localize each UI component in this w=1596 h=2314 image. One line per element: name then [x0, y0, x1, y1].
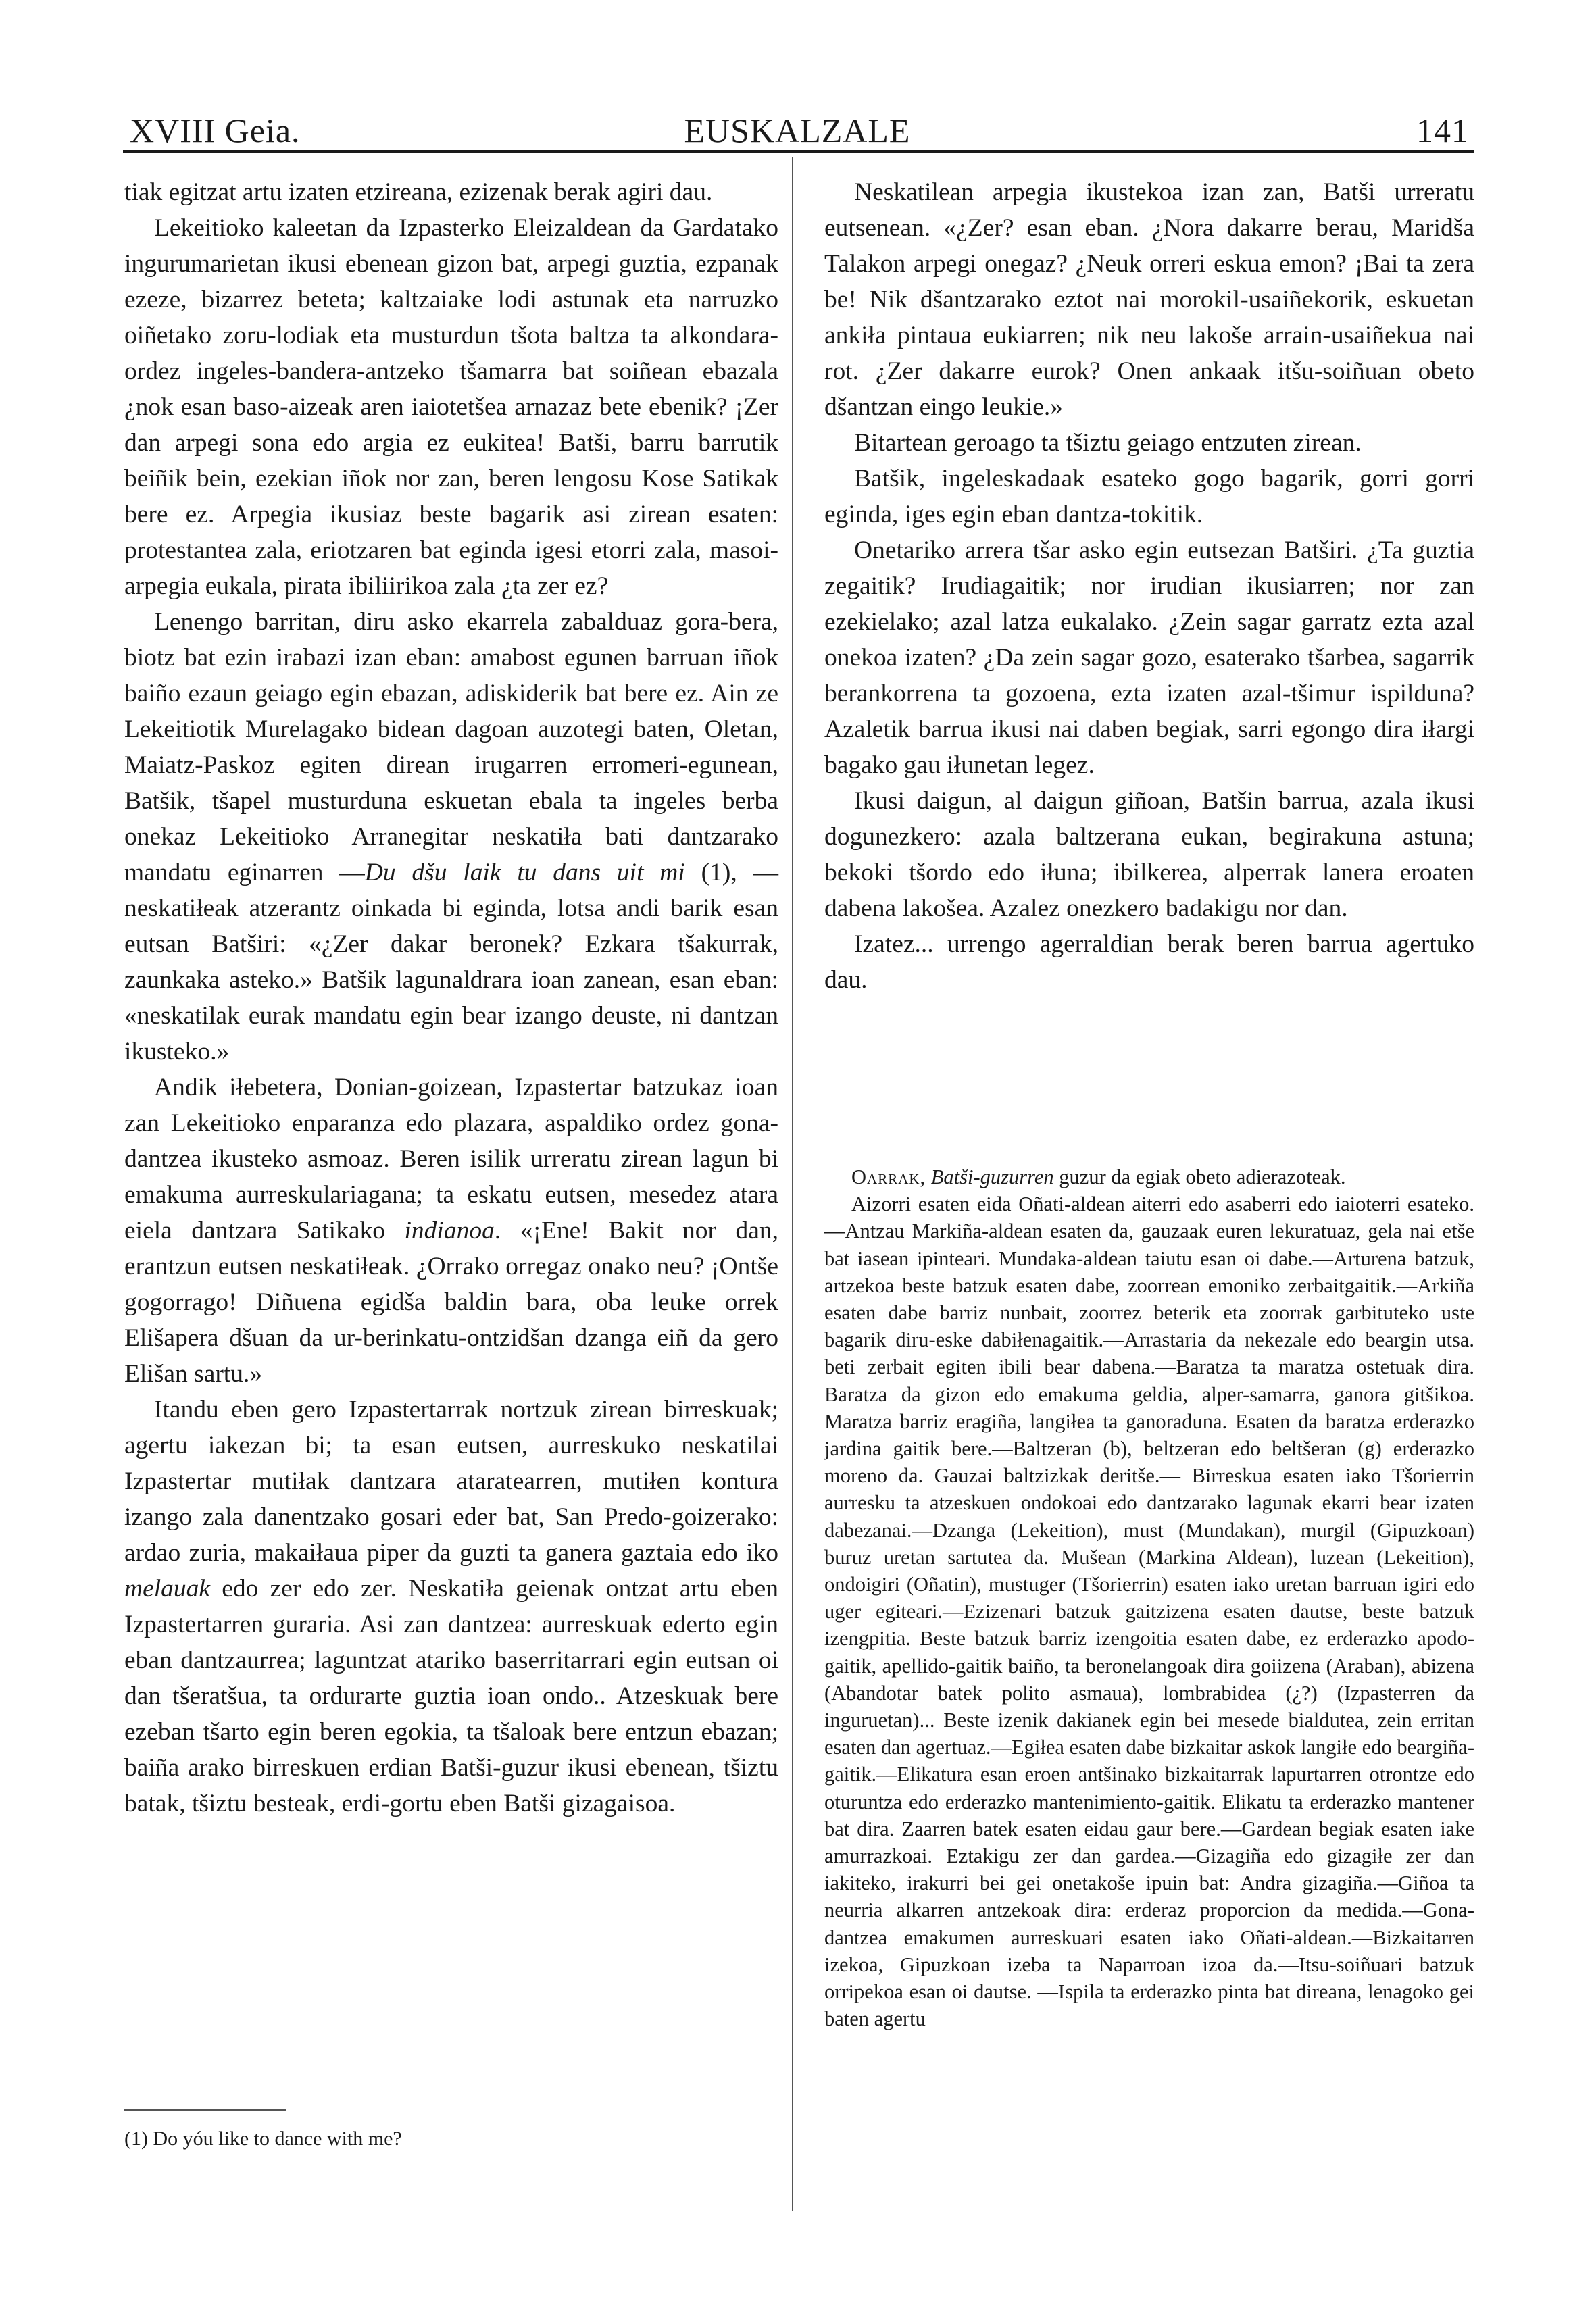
paragraph: Batšik, ingeleskadaak esateko gogo bagarik, gorri gorri eginda, iges egin eban dantza-tokitik.: [824, 465, 1474, 528]
notes-section: [824, 1163, 1474, 2033]
right-column: [824, 174, 1474, 998]
column-divider: [792, 157, 793, 2211]
paragraph: [124, 1392, 778, 1821]
italic-term: Batši-guzurren: [930, 1165, 1054, 1188]
paragraph-text: edo zer edo zer. Neskatiła geienak ontzat artu eben Izpastertarren guraria. Asi zan dantzea: aurreskuak ederto egin eban dantzaurrea; laguntzat atariko baserritarrari egin eutsan oi dan tšeratšua, ta ordurarte guztia ioan ondo.. Atzeskuak bere ezeban tšarto egin beren egokia, ta tšaloak bere entzun ebazan; baiña arako birreskuen erdian Batši-guzur ikusi ebenean, tšiztu batak, tšiztu besteak, erdi-gortu eben Batši gizagaisoa.: [124, 1575, 778, 1817]
notes-body: Aizorri esaten eida Oñati-aldean aiterri edo asaberri edo iaioterri esateko.—Antzau Markiña-aldean esaten da, gauzaak euren lekuratuaz, gela nai etše bat iasean ipinteari. Mundaka-aldean taiutu esan oi dabe.—Arturena batzuk, artzekoa beste batzuk esaten dabe, zoorrean emoniko zerbaitgaitik.—Arkiña esaten dabe barriz nunbait, zoorrez beterik eta zoorrak garbituteko uste bagarik diru-eske dabiłenagaitik.—Arrastaria da nekezale edo beargin utsa. beti zerbait egiten ibili bear dabena.—Baratza ta maratza ostetuak dira. Baratza da gizon edo emakuma geldia, alper-samarra, ganora gitšikoa. Maratza barriz eragiña, langiłea ta ganoraduna. Esaten da baratza erderazko jardina gaitik bere.—Baltzeran (b), beltzeran edo beltšeran (g) erderazko moreno da. Gauzai baltzizkak deritše.— Birreskua esaten iako Tšorierrin aurresku ta atzeskuen ondokoai edo dantzarako lagunak ekarri bear izaten dabezanai.—Dzanga (Lekeition), must (Mundakan), murgil (Gipuzkoan) buruz uretan sartutea da. Mušean (Markina Aldean), luzean (Lekeition), ondoigiri (Oñatin), mustuger (Tšorierrin) esaten iako uretan barruan igiri edo uger egiteari.—Ezizenari batzuk gaitzizena esaten dautse, beste batzuk izengpitia. Beste batzuk barriz izengoitia esaten dabe, ez erderazko apodo-gaitik, apellido-gaitik baiño, ta beronelangoak dira goiizena (Araban), abizena (Abandotar batek polito asmaua), lombrabidea (¿?) (Izpasterren da inguruetan)... Beste izenik dakianek egin bei mesede bialdutea, zein erritan esaten dan agertuaz.—Egiłea esaten dabe bizkaitar askok langiłe edo beargiña-gaitik.—Elikatura esan eroen antšinako bizkaitarrak lapurtarren otrontze edo oturuntza edo erderazko mantenimiento-gaitik. Elikatu ta erderazko mantener bat dira. Zaarren batek esaten eidau gaur bere.—Gardean begiak esaten iake amurrazkoai. Eztakigu zer dan gardea.—Gizagiña edo gizagiłe zer dan iakiteko, irakurri bei gei onetakoše ipuin bat: Andra gizagiña.—Giñoa ta neurria alkarren antzekoak dira: erderaz proporcion da medida.—Gona-dantzea emakumen aurreskuari esaten iako Oñati-aldean.—Bizkaitarren izekoa, Gipuzkoan izeba ta Naparroan izoa da.—Itsu-soiñuari batzuk orripekoa esan oi dautse. —Ispila ta erderazko pinta bat direana, lenagoko gei baten agertu: [824, 1192, 1474, 2031]
journal-title: EUSKALZALE: [684, 111, 911, 149]
paragraph-text: Lenengo barritan, diru asko ekarrela zabalduaz gora-bera, biotz bat ezin irabazi izan eban: amabost egunen barruan iñok baiño ezaun geiago egin ebazan, adiskiderik bat bere ez. Ain ze Lekeitiotik Murelagako bidean dagoan auzotegi baten, Oletan, Maiatz-Paskoz egiten direan irugarren erromeri-egunean, Batšik, tšapel musturduna eskuetan ebala ta ingeles berba onekaz Lekeitioko Arranegitar neskatiła bati dantzarako mandatu eginarren —: [124, 608, 778, 886]
notes-intro: [824, 1163, 1474, 1190]
paragraph-text: Andik iłebetera, Donian-goizean, Izpastertar batzukaz ioan zan Lekeitioko enparanza edo plazara, aspaldiko ordez gona-dantzea ikusteko asmoaz. Beren isilik urreratu zirean lagun bi emakuma aurreskulariagana; ta eskatu eutsen, mesedez atara eiela dantzara Satikako: [124, 1074, 778, 1244]
paragraph: Izatez... urrengo agerraldian berak beren barrua agertuko dau.: [824, 930, 1474, 994]
paragraph: Neskatilean arpegia ikustekoa izan zan, Batši urreratu eutsenean. «¿Zer? esan eban. ¿Nora dakarre berau, Maridša Talakon arpegi onegaz? ¿Neuk orreri eskua emon? ¡Bai ta zera be! Nik dšantzarako eztot nai morokil-usaiñekorik, eskuetan ankiła pintaua eukiarren; nik neu lakoše arrain-usaiñekua nai rot. ¿Zer dakarre eurok? Onen ankaak itšu-soiñuan obeto dšantzan eingo leukie.»: [824, 178, 1474, 421]
notes-text: guzur da egiak obeto adierazoteak.: [1053, 1165, 1346, 1188]
paragraph: tiak egitzat artu izaten etzireana, ezizenak berak agiri dau.: [124, 178, 713, 206]
italic-word: indianoa: [404, 1217, 495, 1244]
italic-word: melauak: [124, 1575, 211, 1603]
page-number: 141: [1416, 111, 1469, 149]
left-column: [124, 174, 778, 1821]
volume-label: XVIII Geia.: [130, 111, 301, 149]
footnote: (1) Do yóu like to dance with me?: [124, 2128, 402, 2150]
english-phrase: Du dšu laik tu dans uit mi: [364, 859, 685, 886]
paragraph: [124, 1070, 778, 1392]
paragraph-text: Itandu eben gero Izpastertarrak nortzuk zirean birreskuak; agertu iakezan bi; ta esan eutsen, aurreskuko neskatilai Izpastertar mutiłak dantzara ataratearren, mutiłen kontura izango zala danentzako gosari eder bat, San Predo-goizerako: ardao zuria, makaiłaua piper da guzti ta ganera gaztaia edo iko: [124, 1396, 778, 1567]
footnote-rule: [124, 2109, 286, 2111]
paragraph-text: . «¡Ene! Bakit nor dan, erantzun eutsen neskatiłeak. ¿Orrako orregaz onako neu? ¡Ontše gogorrago! Diñuena egidša baldin bara, oba leuke orrek Elišapera dšuan da ur-berinkatu-ontzidšan dzanga eiñ da gero Elišan sartu.»: [124, 1217, 778, 1388]
paragraph: [124, 604, 778, 1070]
paragraph: Lekeitioko kaleetan da Izpasterko Eleizaldean da Gardatako ingurumarietan ikusi ebenean gizon bat, arpegi guztia, ezpanak ezeze, bizarrez beteta; kaltzaiake lodi astunak eta narruzko oiñetako zoru-lodiak eta musturdun tšota baltza ta alkondara-ordez ingeles-bandera-antzeko tšamarra bat soiñean ebazala ¿nok esan baso-aizeak aren iaiotetšea arnazaz bete ebenik? ¡Zer dan arpegi sona edo argia ez eukitea! Batši, barru barrutik beiñik bein, ezekian iñok nor zan, beren lengosu Kose Satikak bere ez. Arpegia ikusiaz beste bagarik asi zirean esaten: protestantea zala, eriotzaren bat eginda igesi etorri zala, masoi-arpegia eukala, pirata ibiliirikoa zala ¿ta zer ez?: [124, 214, 778, 600]
running-header: [122, 100, 1473, 154]
paragraph: Ikusi daigun, al daigun giñoan, Batšin barrua, azala ikusi dogunezkero: azala baltzerana eukan, begirakuna astuna; bekoki tšordo edo iłuna; ibilkerea, alperrak lanera eroaten dabena lakošea. Azalez onezkero badakigu nor dan.: [824, 787, 1474, 922]
paragraph-text: (1), —neskatiłeak atzerantz oinkada bi eginda, lotsa andi barik esan eutsan Batširi: «¿Zer dakar beronek? Ezkara tšakurrak, zaunkaka asteko.» Batšik lagunaldrara ioan zanean, esan eban: «neskatilak eurak mandatu egin bear izango deuste, ni dantzan ikusteko.»: [124, 859, 778, 1065]
paragraph: Onetariko arrera tšar asko egin eutsezan Batširi. ¿Ta guztia zegaitik? Irudiagaitik; nor irudian ikusiarren; nor zan ezekielako; azal latza eukalako. ¿Zein sagar garratz ezta azal onekoa izaten? ¿Da zein sagar gozo, esaterako tšarbea, sagarrik berankorrena ta gozoena, ezta izaten azal-tšimur ispilduna? Azaletik barrua ikusi nai daben begiak, sarri egongo dira iłargi bagako gau iłunetan legez.: [824, 536, 1474, 779]
notes-label: Oarrak,: [851, 1165, 926, 1188]
paragraph: Bitartean geroago ta tšiztu geiago entzuten zirean.: [854, 429, 1362, 457]
header-rule: [123, 150, 1474, 153]
